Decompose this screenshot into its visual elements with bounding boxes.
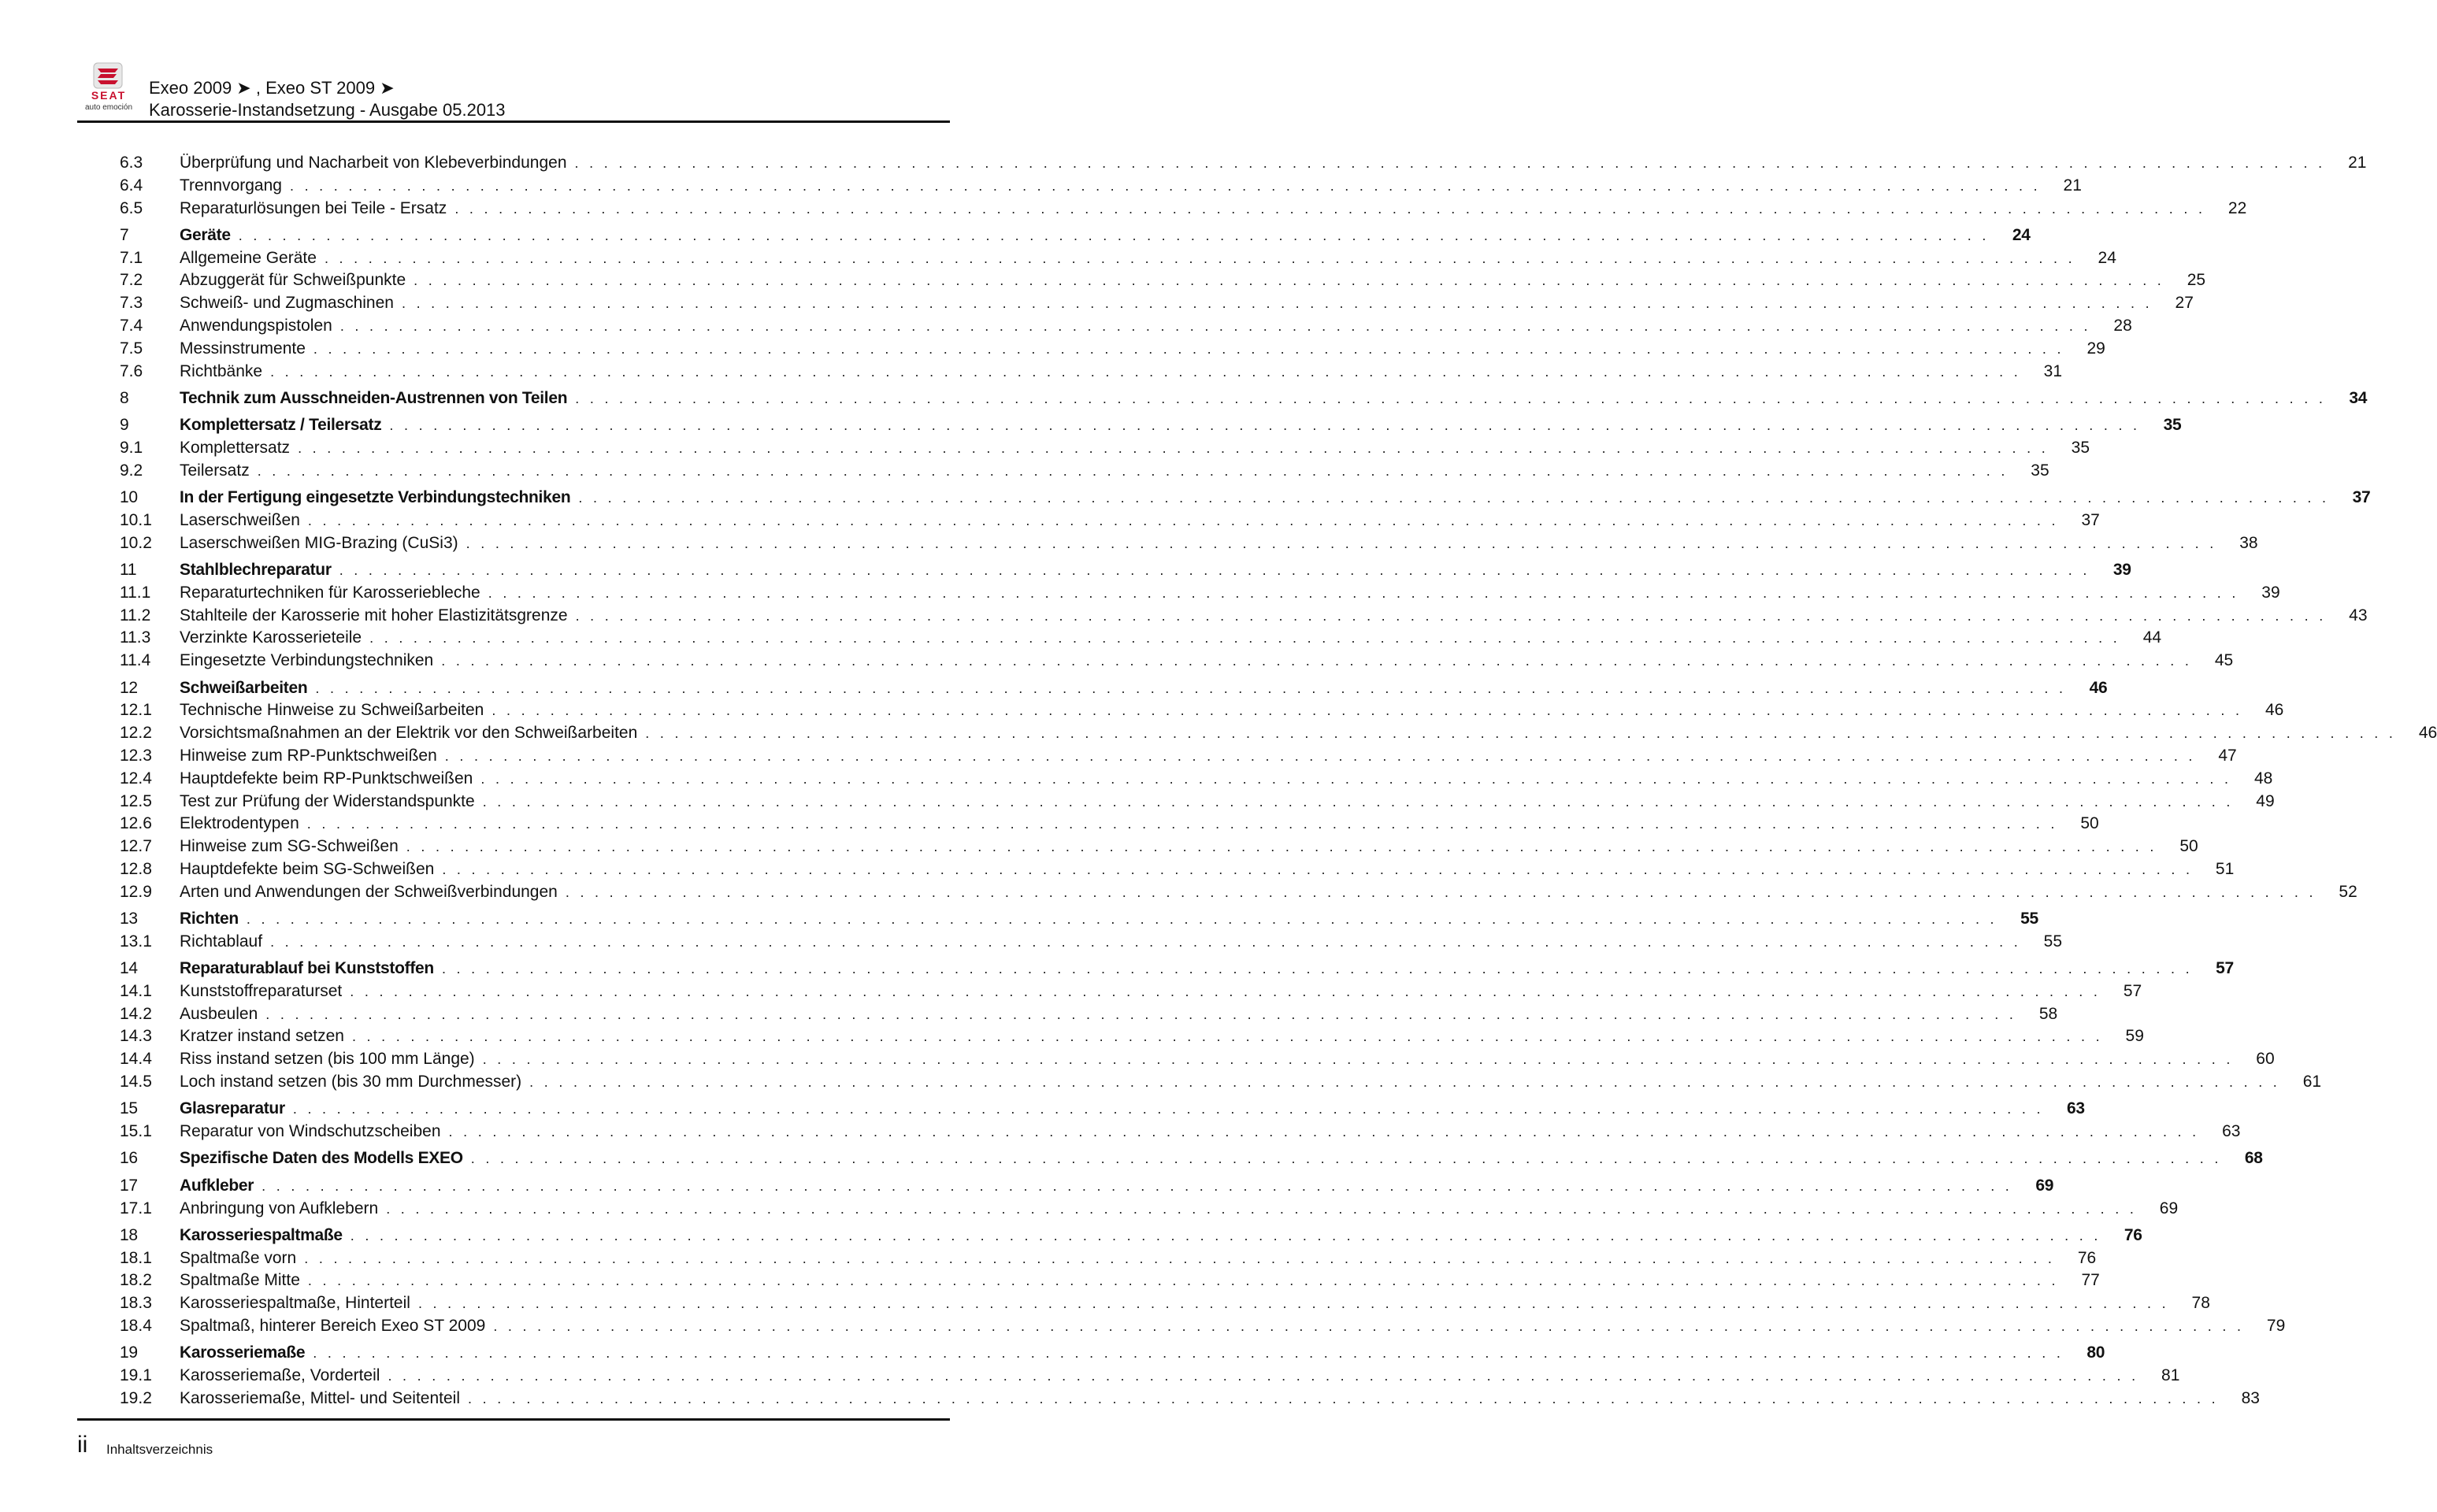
toc-entry-number: 6.5 [120,198,143,217]
toc-dot-leader: . . . . . . . . . . . . . . . . . . . . . . . . . . . . . . . . . . . . . . . . . . . . . . . . . . . . . . . . . . . . . . . . . . . . . . . . . . . . . . . . . . . . . . . . . . . . . . . . . . . . . . . . . . . . . . . . . . . . . . . . [350,983,2101,999]
toc-entry-page: 55 [2043,932,2062,951]
toc-entry-page: 50 [2179,837,2198,856]
toc-dot-leader: . . . . . . . . . . . . . . . . . . . . . . . . . . . . . . . . . . . . . . . . . . . . . . . . . . . . . . . . . . . . . . . . . . . . . . . . . . . . . . . . . . . . . . . . . . . . . . . . . . . . . . . . . . . . . . . . . . . . . . . . [448,1124,2200,1140]
toc-entry-title: Stahlteile der Karosserie mit hoher Elastizitätsgrenze [180,606,568,624]
page-number: ii [77,1432,88,1458]
toc-entry-number: 12 [120,678,138,697]
toc-entry-page: 22 [2227,198,2247,217]
toc-chapter-entry[interactable] [120,1342,2105,1365]
toc-chapter-entry[interactable] [120,1175,2054,1198]
toc-entry-page: 21 [2063,176,2082,195]
toc-entry-title: Kratzer instand setzen [180,1027,344,1046]
toc-entry-title: Verzinkte Karosserieteile [180,628,362,647]
toc-entry[interactable] [120,980,2142,1003]
toc-entry-number: 18 [120,1225,138,1244]
toc-entry-number: 7.6 [120,361,143,380]
toc-dot-leader: . . . . . . . . . . . . . . . . . . . . . . . . . . . . . . . . . . . . . . . . . . . . . . . . . . . . . . . . . . . . . . . . . . . . . . . . . . . . . . . . . . . . . . . . . . . . . . . . . . . . . . . . . . . . . . . . . . . . . . . . [491,702,2243,719]
toc-dot-leader: . . . . . . . . . . . . . . . . . . . . . . . . . . . . . . . . . . . . . . . . . . . . . . . . . . . . . . . . . . . . . . . . . . . . . . . . . . . . . . . . . . . . . . . . . . . . . . . . . . . . . . . . . . . . . . . . . . . . . . . . [574,155,2326,171]
toc-entry-title: Schweißarbeiten [180,678,308,697]
toc-entry[interactable] [120,768,2273,791]
toc-entry-number: 14.3 [120,1027,152,1046]
toc-dot-leader: . . . . . . . . . . . . . . . . . . . . . . . . . . . . . . . . . . . . . . . . . . . . . . . . . . . . . . . . . . . . . . . . . . . . . . . . . . . . . . . . . . . . . . . . . . . . . . . . . . . . . . . . . . . . . . . . . . . . . . . . [289,177,2041,194]
toc-entry-number: 16 [120,1149,138,1168]
toc-entry-title: Karosseriemaße, Mittel- und Seitenteil [180,1388,460,1407]
toc-entry-title: Glasreparatur [180,1099,285,1118]
toc-entry-title: Spaltmaß, hinterer Bereich Exeo ST 2009 [180,1317,486,1336]
toc-entry[interactable] [120,437,2090,460]
toc-entry-title: Messinstrumente [180,339,306,358]
toc-dot-leader: . . . . . . . . . . . . . . . . . . . . . . . . . . . . . . . . . . . . . . . . . . . . . . . . . . . . . . . . . . . . . . . . . . . . . . . . . . . . . . . . . . . . . . . . . . . . . . . . . . . . . . . . . . . . . . . . . . . . . . . . [350,1227,2101,1243]
toc-dot-leader: . . . . . . . . . . . . . . . . . . . . . . . . . . . . . . . . . . . . . . . . . . . . . . . . . . . . . . . . . . . . . . . . . . . . . . . . . . . . . . . . . . . . . . . . . . . . . . . . . . . . . . . . . . . . . . . . . . . . . . . . [406,839,2157,855]
toc-dot-leader: . . . . . . . . . . . . . . . . . . . . . . . . . . . . . . . . . . . . . . . . . . . . . . . . . . . . . . . . . . . . . . . . . . . . . . . . . . . . . . . . . . . . . . . . . . . . . . . . . . . . . . . . . . . . . . . . . . . . . . . . [466,535,2217,551]
toc-entry-title: Kunststoffreparaturset [180,981,343,1000]
toc-dot-leader: . . . . . . . . . . . . . . . . . . . . . . . . . . . . . . . . . . . . . . . . . . . . . . . . . . . . . . . . . . . . . . . . . . . . . . . . . . . . . . . . . . . . . . . . . . . . . . . . . . . . . . . . . . . . . . . . . . . . . . . . [292,1101,2044,1117]
toc-entry-page: 29 [2086,339,2105,358]
toc-dot-leader: . . . . . . . . . . . . . . . . . . . . . . . . . . . . . . . . . . . . . . . . . . . . . . . . . . . . . . . . . . . . . . . . . . . . . . . . . . . . . . . . . . . . . . . . . . . . . . . . . . . . . . . . . . . . . . . . . . . . . . . . [565,884,2316,900]
toc-entry-number: 11.3 [120,628,151,647]
toc-entry[interactable] [120,247,2116,270]
toc-chapter-entry[interactable] [120,1147,2263,1170]
toc-dot-leader: . . . . . . . . . . . . . . . . . . . . . . . . . . . . . . . . . . . . . . . . . . . . . . . . . . . . . . . . . . . . . . . . . . . . . . . . . . . . . . . . . . . . . . . . . . . . . . . . . . . . . . . . . . . . . . . . . . . . . . . . [369,630,2121,647]
toc-entry-title: Technik zum Ausschneiden-Austrennen von Teilen [180,388,568,407]
toc-entry[interactable] [120,1048,2275,1071]
toc-entry-page: 76 [2124,1225,2142,1244]
toc-entry-title: Anbringung von Aufklebern [180,1199,379,1217]
toc-entry-page: 35 [2163,416,2182,435]
toc-entry-title: Reparaturlösungen bei Teile - Ersatz [180,198,447,217]
toc-entry-number: 12.6 [120,814,152,833]
toc-entry-title: Laserschweißen MIG-Brazing (CuSi3) [180,533,458,552]
toc-entry[interactable] [120,510,2100,532]
toc-entry-page: 50 [2080,814,2099,833]
toc-entry-page: 43 [2349,606,2368,624]
toc-dot-leader: . . . . . . . . . . . . . . . . . . . . . . . . . . . . . . . . . . . . . . . . . . . . . . . . . . . . . . . . . . . . . . . . . . . . . . . . . . . . . . . . . . . . . . . . . . . . . . . . . . . . . . . . . . . . . . . . . . . . . . . . [262,1177,2013,1194]
toc-dot-leader: . . . . . . . . . . . . . . . . . . . . . . . . . . . . . . . . . . . . . . . . . . . . . . . . . . . . . . . . . . . . . . . . . . . . . . . . . . . . . . . . . . . . . . . . . . . . . . . . . . . . . . . . . . . . . . . . . . . . . . . . [315,680,2067,696]
toc-chapter-entry[interactable] [120,1098,2085,1121]
toc-entry-page: 76 [2077,1248,2097,1267]
toc-entry-number: 11.4 [120,651,151,670]
toc-entry-number: 18.4 [120,1317,152,1336]
toc-entry-page: 51 [2215,859,2235,878]
toc-entry-number: 12.9 [120,882,152,901]
toc-chapter-entry[interactable] [120,414,2182,437]
toc-entry-page: 35 [2031,461,2049,480]
toc-dot-leader: . . . . . . . . . . . . . . . . . . . . . . . . . . . . . . . . . . . . . . . . . . . . . . . . . . . . . . . . . . . . . . . . . . . . . . . . . . . . . . . . . . . . . . . . . . . . . . . . . . . . . . . . . . . . . . . . . . . . . . . . [298,440,2049,457]
toc-entry-page: 44 [2142,628,2162,647]
toc-entry-number: 10.2 [120,533,152,552]
toc-entry[interactable] [120,605,2368,628]
toc-entry-title: Anwendungspistolen [180,317,332,335]
document-header [149,77,506,121]
toc-entry-number: 15 [120,1099,138,1118]
toc-entry[interactable] [120,1003,2058,1026]
toc-entry-page: 45 [2214,651,2234,670]
toc-entry-number: 7.2 [120,271,143,290]
toc-entry-title: Karosseriespaltmaße [180,1225,343,1244]
header-divider [77,120,950,123]
toc-entry[interactable] [120,1071,2322,1094]
toc-dot-leader: . . . . . . . . . . . . . . . . . . . . . . . . . . . . . . . . . . . . . . . . . . . . . . . . . . . . . . . . . . . . . . . . . . . . . . . . . . . . . . . . . . . . . . . . . . . . . . . . . . . . . . . . . . . . . . . . . . . . . . . . [307,1273,2059,1289]
toc-dot-leader: . . . . . . . . . . . . . . . . . . . . . . . . . . . . . . . . . . . . . . . . . . . . . . . . . . . . . . . . . . . . . . . . . . . . . . . . . . . . . . . . . . . . . . . . . . . . . . . . . . . . . . . . . . . . . . . . . . . . . . . . [270,363,2021,380]
toc-chapter-entry[interactable] [120,908,2038,931]
toc-entry-title: Karosseriemaße [180,1343,306,1362]
toc-entry-title: Eingesetzte Verbindungstechniken [180,651,434,670]
toc-entry-title: Riss instand setzen (bis 100 mm Länge) [180,1050,475,1069]
toc-entry-title: Hauptdefekte beim RP-Punktschweißen [180,769,473,788]
toc-entry-number: 18.1 [120,1248,152,1267]
toc-entry-page: 69 [2035,1176,2054,1195]
toc-entry-page: 48 [2253,769,2273,788]
toc-entry-title: Spaltmaße Mitte [180,1271,300,1290]
toc-entry-page: 63 [2222,1122,2241,1141]
toc-entry-number: 12.1 [120,701,152,720]
toc-entry-title: Hinweise zum SG-Schweißen [180,837,399,856]
toc-dot-leader: . . . . . . . . . . . . . . . . . . . . . . . . . . . . . . . . . . . . . . . . . . . . . . . . . . . . . . . . . . . . . . . . . . . . . . . . . . . . . . . . . . . . . . . . . . . . . . . . . . . . . . . . . . . . . . . . . . . . . . . . [482,1051,2234,1068]
toc-entry-page: 77 [2081,1271,2100,1290]
header-title-line: Karosserie-Instandsetzung - Ausgabe 05.2013 [149,100,506,120]
toc-entry-title: Aufkleber [180,1176,254,1195]
toc-entry-number: 12.4 [120,769,152,788]
toc-entry[interactable] [120,315,2132,338]
toc-entry-page: 49 [2256,791,2275,810]
toc-entry-page: 27 [2175,294,2194,313]
toc-entry-number: 14 [120,959,138,978]
toc-entry-page: 80 [2086,1343,2105,1362]
header-model-line: Exeo 2009 ➤ , Exeo ST 2009 ➤ [149,78,395,98]
toc-dot-leader: . . . . . . . . . . . . . . . . . . . . . . . . . . . . . . . . . . . . . . . . . . . . . . . . . . . . . . . . . . . . . . . . . . . . . . . . . . . . . . . . . . . . . . . . . . . . . . . . . . . . . . . . . . . . . . . . . . . . . . . . [529,1074,2281,1091]
toc-dot-leader: . . . . . . . . . . . . . . . . . . . . . . . . . . . . . . . . . . . . . . . . . . . . . . . . . . . . . . . . . . . . . . . . . . . . . . . . . . . . . . . . . . . . . . . . . . . . . . . . . . . . . . . . . . . . . . . . . . . . . . . . [441,961,2193,977]
toc-entry-title: Ausbeulen [180,1004,258,1023]
toc-entry-number: 9.1 [120,439,143,458]
toc-entry-number: 18.3 [120,1294,152,1313]
toc-entry[interactable] [120,1247,2097,1270]
toc-entry[interactable] [120,532,2258,555]
toc-entry-title: Laserschweißen [180,510,300,529]
toc-entry[interactable] [120,361,2062,384]
toc-dot-leader: . . . . . . . . . . . . . . . . . . . . . . . . . . . . . . . . . . . . . . . . . . . . . . . . . . . . . . . . . . . . . . . . . . . . . . . . . . . . . . . . . . . . . . . . . . . . . . . . . . . . . . . . . . . . . . . . . . . . . . . . [493,1318,2245,1335]
toc-dot-leader: . . . . . . . . . . . . . . . . . . . . . . . . . . . . . . . . . . . . . . . . . . . . . . . . . . . . . . . . . . . . . . . . . . . . . . . . . . . . . . . . . . . . . . . . . . . . . . . . . . . . . . . . . . . . . . . . . . . . . . . . [389,417,2141,434]
toc-dot-leader: . . . . . . . . . . . . . . . . . . . . . . . . . . . . . . . . . . . . . . . . . . . . . . . . . . . . . . . . . . . . . . . . . . . . . . . . . . . . . . . . . . . . . . . . . . . . . . . . . . . . . . . . . . . . . . . . . . . . . . . . [265,1006,2017,1022]
toc-dot-leader: . . . . . . . . . . . . . . . . . . . . . . . . . . . . . . . . . . . . . . . . . . . . . . . . . . . . . . . . . . . . . . . . . . . . . . . . . . . . . . . . . . . . . . . . . . . . . . . . . . . . . . . . . . . . . . . . . . . . . . . . [441,653,2193,669]
toc-entry-title: Hinweise zum RP-Punktschweißen [180,746,437,765]
toc-entry-page: 25 [2187,271,2206,290]
footer-divider [77,1418,950,1421]
footer-section-label: Inhaltsverzeichnis [106,1442,213,1457]
toc-entry-number: 14.4 [120,1050,152,1069]
toc-entry[interactable] [120,791,2275,813]
toc-entry-page: 57 [2216,959,2234,978]
toc-entry[interactable] [120,858,2235,881]
toc-entry-page: 46 [2418,724,2437,743]
toc-entry-page: 52 [2339,882,2357,901]
toc-entry-page: 69 [2159,1199,2179,1217]
toc-entry-number: 19.2 [120,1388,152,1407]
toc-dot-leader: . . . . . . . . . . . . . . . . . . . . . . . . . . . . . . . . . . . . . . . . . . . . . . . . . . . . . . . . . . . . . . . . . . . . . . . . . . . . . . . . . . . . . . . . . . . . . . . . . . . . . . . . . . . . . . . . . . . . . . . . [575,607,2327,624]
toc-dot-leader: . . . . . . . . . . . . . . . . . . . . . . . . . . . . . . . . . . . . . . . . . . . . . . . . . . . . . . . . . . . . . . . . . . . . . . . . . . . . . . . . . . . . . . . . . . . . . . . . . . . . . . . . . . . . . . . . . . . . . . . . [324,250,2075,266]
toc-entry-title: Elektrodentypen [180,814,299,833]
toc-entry-title: Reparaturablauf bei Kunststoffen [180,959,434,978]
toc-chapter-entry[interactable] [120,387,2368,410]
toc-entry-page: 24 [2098,248,2116,267]
toc-entry-page: 37 [2352,488,2371,507]
toc-dot-leader: . . . . . . . . . . . . . . . . . . . . . . . . . . . . . . . . . . . . . . . . . . . . . . . . . . . . . . . . . . . . . . . . . . . . . . . . . . . . . . . . . . . . . . . . . . . . . . . . . . . . . . . . . . . . . . . . . . . . . . . . [417,1295,2169,1312]
toc-dot-leader: . . . . . . . . . . . . . . . . . . . . . . . . . . . . . . . . . . . . . . . . . . . . . . . . . . . . . . . . . . . . . . . . . . . . . . . . . . . . . . . . . . . . . . . . . . . . . . . . . . . . . . . . . . . . . . . . . . . . . . . . [307,512,2059,528]
toc-entry-title: Teilersatz [180,461,250,480]
toc-entry-title: Richten [180,910,239,928]
toc-entry-number: 11.2 [120,606,151,624]
toc-entry-title: Geräte [180,225,231,244]
toc-dot-leader: . . . . . . . . . . . . . . . . . . . . . . . . . . . . . . . . . . . . . . . . . . . . . . . . . . . . . . . . . . . . . . . . . . . . . . . . . . . . . . . . . . . . . . . . . . . . . . . . . . . . . . . . . . . . . . . . . . . . . . . . [304,1250,2056,1266]
toc-entry-page: 58 [2038,1004,2058,1023]
toc-entry[interactable] [120,1025,2144,1048]
toc-entry-number: 6.4 [120,176,143,195]
toc-entry-title: Karosseriemaße, Vorderteil [180,1366,380,1385]
toc-dot-leader: . . . . . . . . . . . . . . . . . . . . . . . . . . . . . . . . . . . . . . . . . . . . . . . . . . . . . . . . . . . . . . . . . . . . . . . . . . . . . . . . . . . . . . . . . . . . . . . . . . . . . . . . . . . . . . . . . . . . . . . . [414,272,2165,289]
toc-dot-leader: . . . . . . . . . . . . . . . . . . . . . . . . . . . . . . . . . . . . . . . . . . . . . . . . . . . . . . . . . . . . . . . . . . . . . . . . . . . . . . . . . . . . . . . . . . . . . . . . . . . . . . . . . . . . . . . . . . . . . . . . [339,562,2090,579]
toc-entry-number: 7.1 [120,248,143,267]
toc-entry-page: 81 [2161,1366,2180,1385]
toc-dot-leader: . . . . . . . . . . . . . . . . . . . . . . . . . . . . . . . . . . . . . . . . . . . . . . . . . . . . . . . . . . . . . . . . . . . . . . . . . . . . . . . . . . . . . . . . . . . . . . . . . . . . . . . . . . . . . . . . . . . . . . . . [454,200,2206,217]
toc-entry-page: 47 [2218,746,2237,765]
toc-entry-title: Hauptdefekte beim SG-Schweißen [180,859,435,878]
toc-entry[interactable] [120,813,2099,836]
toc-entry-number: 7.4 [120,317,143,335]
toc-entry[interactable] [120,650,2234,673]
toc-entry[interactable] [120,1198,2179,1221]
toc-entry-number: 12.7 [120,837,152,856]
toc-entry-number: 11 [120,561,137,580]
toc-entry-title: Reparaturtechniken für Karosseriebleche [180,583,480,602]
toc-entry-page: 31 [2043,361,2062,380]
toc-entry[interactable] [120,722,2437,745]
toc-entry-title: Komplettersatz [180,439,291,458]
toc-entry-title: Richtablauf [180,932,263,951]
toc-entry[interactable] [120,931,2062,954]
toc-entry-number: 14.5 [120,1073,152,1091]
toc-entry-page: 38 [2239,533,2258,552]
toc-dot-leader: . . . . . . . . . . . . . . . . . . . . . . . . . . . . . . . . . . . . . . . . . . . . . . . . . . . . . . . . . . . . . . . . . . . . . . . . . . . . . . . . . . . . . . . . . . . . . . . . . . . . . . . . . . . . . . . . . . . . . . . . [306,816,2058,832]
toc-dot-leader: . . . . . . . . . . . . . . . . . . . . . . . . . . . . . . . . . . . . . . . . . . . . . . . . . . . . . . . . . . . . . . . . . . . . . . . . . . . . . . . . . . . . . . . . . . . . . . . . . . . . . . . . . . . . . . . . . . . . . . . . [238,227,1990,243]
toc-entry[interactable] [120,582,2280,605]
toc-entry-page: 78 [2191,1294,2210,1313]
toc-entry[interactable] [120,460,2049,483]
table-of-contents [120,152,2437,1410]
toc-entry-number: 12.3 [120,746,152,765]
toc-dot-leader: . . . . . . . . . . . . . . . . . . . . . . . . . . . . . . . . . . . . . . . . . . . . . . . . . . . . . . . . . . . . . . . . . . . . . . . . . . . . . . . . . . . . . . . . . . . . . . . . . . . . . . . . . . . . . . . . . . . . . . . . [270,933,2021,950]
toc-entry-number: 12.2 [120,724,152,743]
toc-entry-page: 34 [2349,388,2368,407]
toc-entry[interactable] [120,836,2198,858]
toc-entry-number: 17.1 [120,1199,152,1217]
toc-entry[interactable] [120,1315,2286,1338]
toc-entry-title: Trennvorgang [180,176,282,195]
toc-entry-number: 8 [120,388,129,407]
toc-entry-number: 7.3 [120,294,143,313]
toc-chapter-entry[interactable] [120,224,2031,247]
toc-entry[interactable] [120,269,2206,292]
toc-entry-number: 14.2 [120,1004,152,1023]
toc-dot-leader: . . . . . . . . . . . . . . . . . . . . . . . . . . . . . . . . . . . . . . . . . . . . . . . . . . . . . . . . . . . . . . . . . . . . . . . . . . . . . . . . . . . . . . . . . . . . . . . . . . . . . . . . . . . . . . . . . . . . . . . . [339,318,2091,335]
toc-entry-page: 61 [2302,1073,2322,1091]
toc-dot-leader: . . . . . . . . . . . . . . . . . . . . . . . . . . . . . . . . . . . . . . . . . . . . . . . . . . . . . . . . . . . . . . . . . . . . . . . . . . . . . . . . . . . . . . . . . . . . . . . . . . . . . . . . . . . . . . . . . . . . . . . . [246,911,1997,927]
toc-entry-number: 19.1 [120,1366,152,1385]
toc-chapter-entry[interactable] [120,559,2131,582]
toc-entry-page: 57 [2123,981,2142,1000]
toc-entry[interactable] [120,699,2284,722]
toc-entry-title: Reparatur von Windschutzscheiben [180,1122,441,1141]
toc-entry-page: 46 [2265,701,2284,720]
toc-dot-leader: . . . . . . . . . . . . . . . . . . . . . . . . . . . . . . . . . . . . . . . . . . . . . . . . . . . . . . . . . . . . . . . . . . . . . . . . . . . . . . . . . . . . . . . . . . . . . . . . . . . . . . . . . . . . . . . . . . . . . . . . [488,584,2239,601]
toc-entry[interactable] [120,152,2367,175]
toc-chapter-entry[interactable] [120,487,2371,510]
toc-dot-leader: . . . . . . . . . . . . . . . . . . . . . . . . . . . . . . . . . . . . . . . . . . . . . . . . . . . . . . . . . . . . . . . . . . . . . . . . . . . . . . . . . . . . . . . . . . . . . . . . . . . . . . . . . . . . . . . . . . . . . . . . [480,770,2232,787]
seat-logo [77,61,140,113]
toc-entry-number: 17 [120,1176,138,1195]
toc-entry-title: Spezifische Daten des Modells EXEO [180,1149,463,1168]
toc-entry-title: Spaltmaße vorn [180,1248,297,1267]
toc-dot-leader: . . . . . . . . . . . . . . . . . . . . . . . . . . . . . . . . . . . . . . . . . . . . . . . . . . . . . . . . . . . . . . . . . . . . . . . . . . . . . . . . . . . . . . . . . . . . . . . . . . . . . . . . . . . . . . . . . . . . . . . . [645,725,2397,742]
toc-entry-number: 9.2 [120,461,143,480]
svg-text:auto emoción: auto emoción [84,103,133,112]
toc-entry-page: 39 [2261,583,2280,602]
toc-entry-title: Test zur Prüfung der Widerstandspunkte [180,791,475,810]
toc-chapter-entry[interactable] [120,1225,2142,1247]
toc-entry[interactable] [120,1388,2260,1410]
toc-dot-leader: . . . . . . . . . . . . . . . . . . . . . . . . . . . . . . . . . . . . . . . . . . . . . . . . . . . . . . . . . . . . . . . . . . . . . . . . . . . . . . . . . . . . . . . . . . . . . . . . . . . . . . . . . . . . . . . . . . . . . . . . [313,340,2064,357]
toc-entry[interactable] [120,1269,2100,1292]
toc-entry-page: 28 [2113,317,2132,335]
toc-entry-page: 83 [2241,1388,2260,1407]
toc-dot-leader: . . . . . . . . . . . . . . . . . . . . . . . . . . . . . . . . . . . . . . . . . . . . . . . . . . . . . . . . . . . . . . . . . . . . . . . . . . . . . . . . . . . . . . . . . . . . . . . . . . . . . . . . . . . . . . . . . . . . . . . . [442,861,2194,877]
toc-dot-leader: . . . . . . . . . . . . . . . . . . . . . . . . . . . . . . . . . . . . . . . . . . . . . . . . . . . . . . . . . . . . . . . . . . . . . . . . . . . . . . . . . . . . . . . . . . . . . . . . . . . . . . . . . . . . . . . . . . . . . . . . [578,490,2330,506]
toc-dot-leader: . . . . . . . . . . . . . . . . . . . . . . . . . . . . . . . . . . . . . . . . . . . . . . . . . . . . . . . . . . . . . . . . . . . . . . . . . . . . . . . . . . . . . . . . . . . . . . . . . . . . . . . . . . . . . . . . . . . . . . . . [313,1345,2064,1362]
toc-entry[interactable] [120,627,2162,650]
toc-entry-title: Technische Hinweise zu Schweißarbeiten [180,701,484,720]
toc-entry-title: Überprüfung und Nacharbeit von Klebeverbindungen [180,154,567,172]
toc-dot-leader: . . . . . . . . . . . . . . . . . . . . . . . . . . . . . . . . . . . . . . . . . . . . . . . . . . . . . . . . . . . . . . . . . . . . . . . . . . . . . . . . . . . . . . . . . . . . . . . . . . . . . . . . . . . . . . . . . . . . . . . . [444,747,2196,764]
toc-entry-number: 11.1 [120,583,151,602]
toc-entry-page: 46 [2089,678,2108,697]
toc-entry[interactable] [120,338,2105,361]
toc-entry-title: Stahlblechreparatur [180,561,332,580]
toc-entry-number: 9 [120,416,129,435]
toc-entry[interactable] [120,198,2247,220]
svg-text:SEAT: SEAT [91,89,127,102]
toc-dot-leader: . . . . . . . . . . . . . . . . . . . . . . . . . . . . . . . . . . . . . . . . . . . . . . . . . . . . . . . . . . . . . . . . . . . . . . . . . . . . . . . . . . . . . . . . . . . . . . . . . . . . . . . . . . . . . . . . . . . . . . . . [351,1028,2103,1045]
toc-dot-leader: . . . . . . . . . . . . . . . . . . . . . . . . . . . . . . . . . . . . . . . . . . . . . . . . . . . . . . . . . . . . . . . . . . . . . . . . . . . . . . . . . . . . . . . . . . . . . . . . . . . . . . . . . . . . . . . . . . . . . . . . [257,462,2009,479]
toc-dot-leader: . . . . . . . . . . . . . . . . . . . . . . . . . . . . . . . . . . . . . . . . . . . . . . . . . . . . . . . . . . . . . . . . . . . . . . . . . . . . . . . . . . . . . . . . . . . . . . . . . . . . . . . . . . . . . . . . . . . . . . . . [388,1368,2139,1384]
toc-entry-page: 21 [2348,154,2367,172]
toc-chapter-entry[interactable] [120,958,2234,980]
toc-entry-number: 10.1 [120,510,152,529]
toc-entry-title: Schweiß- und Zugmaschinen [180,294,394,313]
toc-entry-title: Komplettersatz / Teilersatz [180,416,382,435]
toc-entry-number: 19 [120,1343,138,1362]
toc-entry-title: Karosseriespaltmaße, Hinterteil [180,1294,410,1313]
toc-entry-page: 55 [2020,910,2038,928]
toc-entry-page: 35 [2071,439,2090,458]
toc-dot-leader: . . . . . . . . . . . . . . . . . . . . . . . . . . . . . . . . . . . . . . . . . . . . . . . . . . . . . . . . . . . . . . . . . . . . . . . . . . . . . . . . . . . . . . . . . . . . . . . . . . . . . . . . . . . . . . . . . . . . . . . . [482,793,2234,810]
toc-entry[interactable] [120,745,2237,768]
toc-entry-number: 18.2 [120,1271,152,1290]
toc-entry-title: Arten und Anwendungen der Schweißverbindungen [180,882,558,901]
toc-entry-page: 63 [2067,1099,2085,1118]
toc-entry-page: 59 [2125,1027,2144,1046]
toc-entry-page: 68 [2244,1149,2263,1168]
toc-dot-leader: . . . . . . . . . . . . . . . . . . . . . . . . . . . . . . . . . . . . . . . . . . . . . . . . . . . . . . . . . . . . . . . . . . . . . . . . . . . . . . . . . . . . . . . . . . . . . . . . . . . . . . . . . . . . . . . . . . . . . . . . [401,295,2153,312]
toc-entry-number: 6.3 [120,154,143,172]
toc-entry-number: 10 [120,488,138,507]
toc-entry-title: Abzuggerät für Schweißpunkte [180,271,406,290]
toc-entry[interactable] [120,1365,2180,1388]
toc-entry[interactable] [120,881,2357,904]
toc-dot-leader: . . . . . . . . . . . . . . . . . . . . . . . . . . . . . . . . . . . . . . . . . . . . . . . . . . . . . . . . . . . . . . . . . . . . . . . . . . . . . . . . . . . . . . . . . . . . . . . . . . . . . . . . . . . . . . . . . . . . . . . . [468,1390,2219,1406]
toc-entry-title: Loch instand setzen (bis 30 mm Durchmesser) [180,1073,522,1091]
toc-entry-number: 13.1 [120,932,152,951]
toc-entry-number: 7.5 [120,339,143,358]
toc-entry-number: 13 [120,910,138,928]
toc-entry-title: Richtbänke [180,361,263,380]
toc-entry[interactable] [120,1292,2210,1315]
toc-entry-page: 39 [2112,561,2131,580]
toc-entry-title: Vorsichtsmaßnahmen an der Elektrik vor den Schweißarbeiten [180,724,638,743]
toc-entry[interactable] [120,1121,2241,1143]
toc-entry-page: 37 [2081,510,2100,529]
toc-dot-leader: . . . . . . . . . . . . . . . . . . . . . . . . . . . . . . . . . . . . . . . . . . . . . . . . . . . . . . . . . . . . . . . . . . . . . . . . . . . . . . . . . . . . . . . . . . . . . . . . . . . . . . . . . . . . . . . . . . . . . . . . [575,390,2327,406]
seat-logo-icon [77,61,140,113]
toc-dot-leader: . . . . . . . . . . . . . . . . . . . . . . . . . . . . . . . . . . . . . . . . . . . . . . . . . . . . . . . . . . . . . . . . . . . . . . . . . . . . . . . . . . . . . . . . . . . . . . . . . . . . . . . . . . . . . . . . . . . . . . . . [470,1151,2222,1167]
toc-chapter-entry[interactable] [120,677,2108,700]
toc-entry-number: 15.1 [120,1122,152,1141]
toc-entry[interactable] [120,292,2194,315]
toc-entry[interactable] [120,175,2082,198]
toc-entry-title: In der Fertigung eingesetzte Verbindungstechniken [180,488,571,507]
toc-entry-number: 14.1 [120,981,152,1000]
toc-dot-leader: . . . . . . . . . . . . . . . . . . . . . . . . . . . . . . . . . . . . . . . . . . . . . . . . . . . . . . . . . . . . . . . . . . . . . . . . . . . . . . . . . . . . . . . . . . . . . . . . . . . . . . . . . . . . . . . . . . . . . . . . [386,1200,2138,1217]
toc-entry-number: 7 [120,225,129,244]
toc-entry-title: Allgemeine Geräte [180,248,317,267]
toc-entry-page: 24 [2012,225,2031,244]
toc-entry-number: 12.8 [120,859,152,878]
toc-entry-number: 12.5 [120,791,152,810]
toc-entry-page: 79 [2266,1317,2286,1336]
toc-entry-page: 60 [2256,1050,2275,1069]
